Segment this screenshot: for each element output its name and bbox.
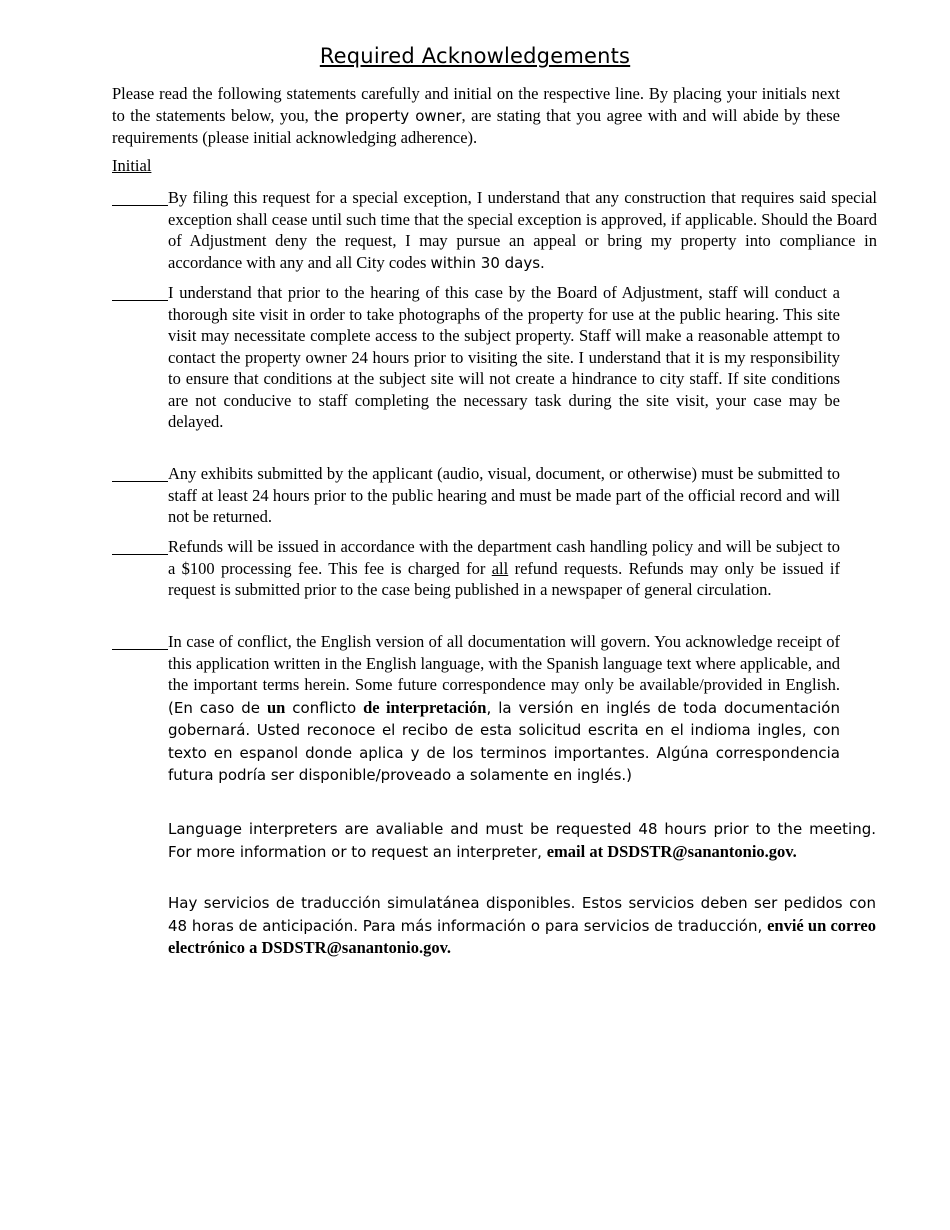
item-5-spanish-bold-2: de interpretación bbox=[363, 697, 487, 717]
item-4-text-b: refund requests. Refunds may only be issued if request is submitted prior to the case being published in a newspaper of general circulation. bbox=[168, 558, 840, 599]
item-5-english: In case of conflict, the English version of all documentation will govern. You acknowledge receipt of this application written in the English language, with the Spanish language text where applicable, and the important terms herein. Some future correspondence may only be available/provided in English. bbox=[168, 632, 840, 694]
interpreter-note-spanish bbox=[168, 893, 876, 960]
intro-text-1: Please read the following statements carefully and initial on the respective line. By placing your initials next to the statements below, you, bbox=[112, 84, 840, 125]
initial-line-2[interactable] bbox=[112, 282, 168, 301]
acknowledgement-text-5 bbox=[168, 631, 840, 787]
acknowledgement-item-2 bbox=[112, 282, 840, 433]
interpreter-es-email: envié un correo electrónico a DSDSTR@sanantonio.gov. bbox=[168, 915, 876, 957]
acknowledgement-text-2: I understand that prior to the hearing of this case by the Board of Adjustment, staff will conduct a thorough site visit in order to take photographs of the property for use at the public hearing. This site visit may necessitate complete access to the subject property. Staff will make a reasonable attempt to contact the property owner 24 hours prior to visiting the site. I understand that it is my responsibility to ensure that conditions at the subject site will not create a hindrance to city staff. If site conditions are not conducive to staff completing the necessary task during the site visit, your case may be delayed. bbox=[168, 283, 840, 431]
acknowledgement-text-4 bbox=[168, 536, 840, 601]
interpreter-note-english bbox=[168, 819, 876, 863]
acknowledgement-item-4 bbox=[112, 536, 840, 601]
initial-line-5[interactable] bbox=[112, 631, 168, 650]
item-1-tail: within 30 days. bbox=[430, 253, 545, 272]
initial-line-3[interactable] bbox=[112, 463, 168, 482]
item-5-spanish-1: (En caso de bbox=[168, 698, 267, 717]
initial-line-4[interactable] bbox=[112, 536, 168, 555]
item-4-text-a: Refunds will be issued in accordance with the department cash handling policy and will be subject to a $100 processing fee. This fee is charged for bbox=[168, 537, 840, 578]
acknowledgement-text-3: Any exhibits submitted by the applicant (audio, visual, document, or otherwise) must be submitted to staff at least 24 hours prior to the public hearing and must be made part of the official record and will not be returned. bbox=[168, 464, 840, 526]
page-title: Required Acknowledgements bbox=[319, 44, 631, 68]
intro-paragraph bbox=[112, 83, 840, 149]
acknowledgement-text-1 bbox=[168, 187, 877, 274]
item-5-spanish-bold-1: un bbox=[266, 697, 286, 717]
interpreter-es-text: Hay servicios de traducción simulatánea disponibles. Estos servicios deben ser pedidos con 48 horas de anticipación. Para más información o para servicios de traducción, bbox=[168, 894, 876, 935]
acknowledgement-item-1 bbox=[112, 187, 877, 274]
item-5-spanish-3: , la versión en inglés de toda documentación gobernará. Usted reconoce el recibo de esta solicitud escrita en el indioma ingles, con texto en espanol donde aplica y de los terminos importantes. Algúna correspondencia futura podría ser disponible/proveado a solamente en inglés.) bbox=[168, 698, 840, 784]
item-5-spanish-2: conflicto bbox=[285, 698, 364, 717]
acknowledgement-item-3 bbox=[112, 463, 840, 528]
intro-property-owner: the property owner bbox=[314, 106, 462, 125]
item-4-underlined: all bbox=[491, 558, 509, 578]
initial-line-1[interactable] bbox=[112, 187, 168, 206]
intro-text-2: , are stating that you agree with and will abide by these requirements (please initial acknowledging adherence). bbox=[112, 105, 840, 147]
interpreter-en-email: email at DSDSTR@sanantonio.gov. bbox=[546, 841, 797, 861]
item-1-text: By filing this request for a special exception, I understand that any construction that requires said special exception shall cease until such time that the special exception is approved, if applicable. Should the Board of Adjustment deny the request, I may pursue an appeal or bring my property into compliance in accordance with any and all City codes bbox=[168, 188, 877, 272]
initial-column-label: Initial bbox=[112, 156, 152, 175]
interpreter-en-text: Language interpreters are avaliable and must be requested 48 hours prior to the meeting. For more information or to request an interpreter, bbox=[168, 820, 876, 861]
acknowledgement-item-5 bbox=[112, 631, 840, 787]
